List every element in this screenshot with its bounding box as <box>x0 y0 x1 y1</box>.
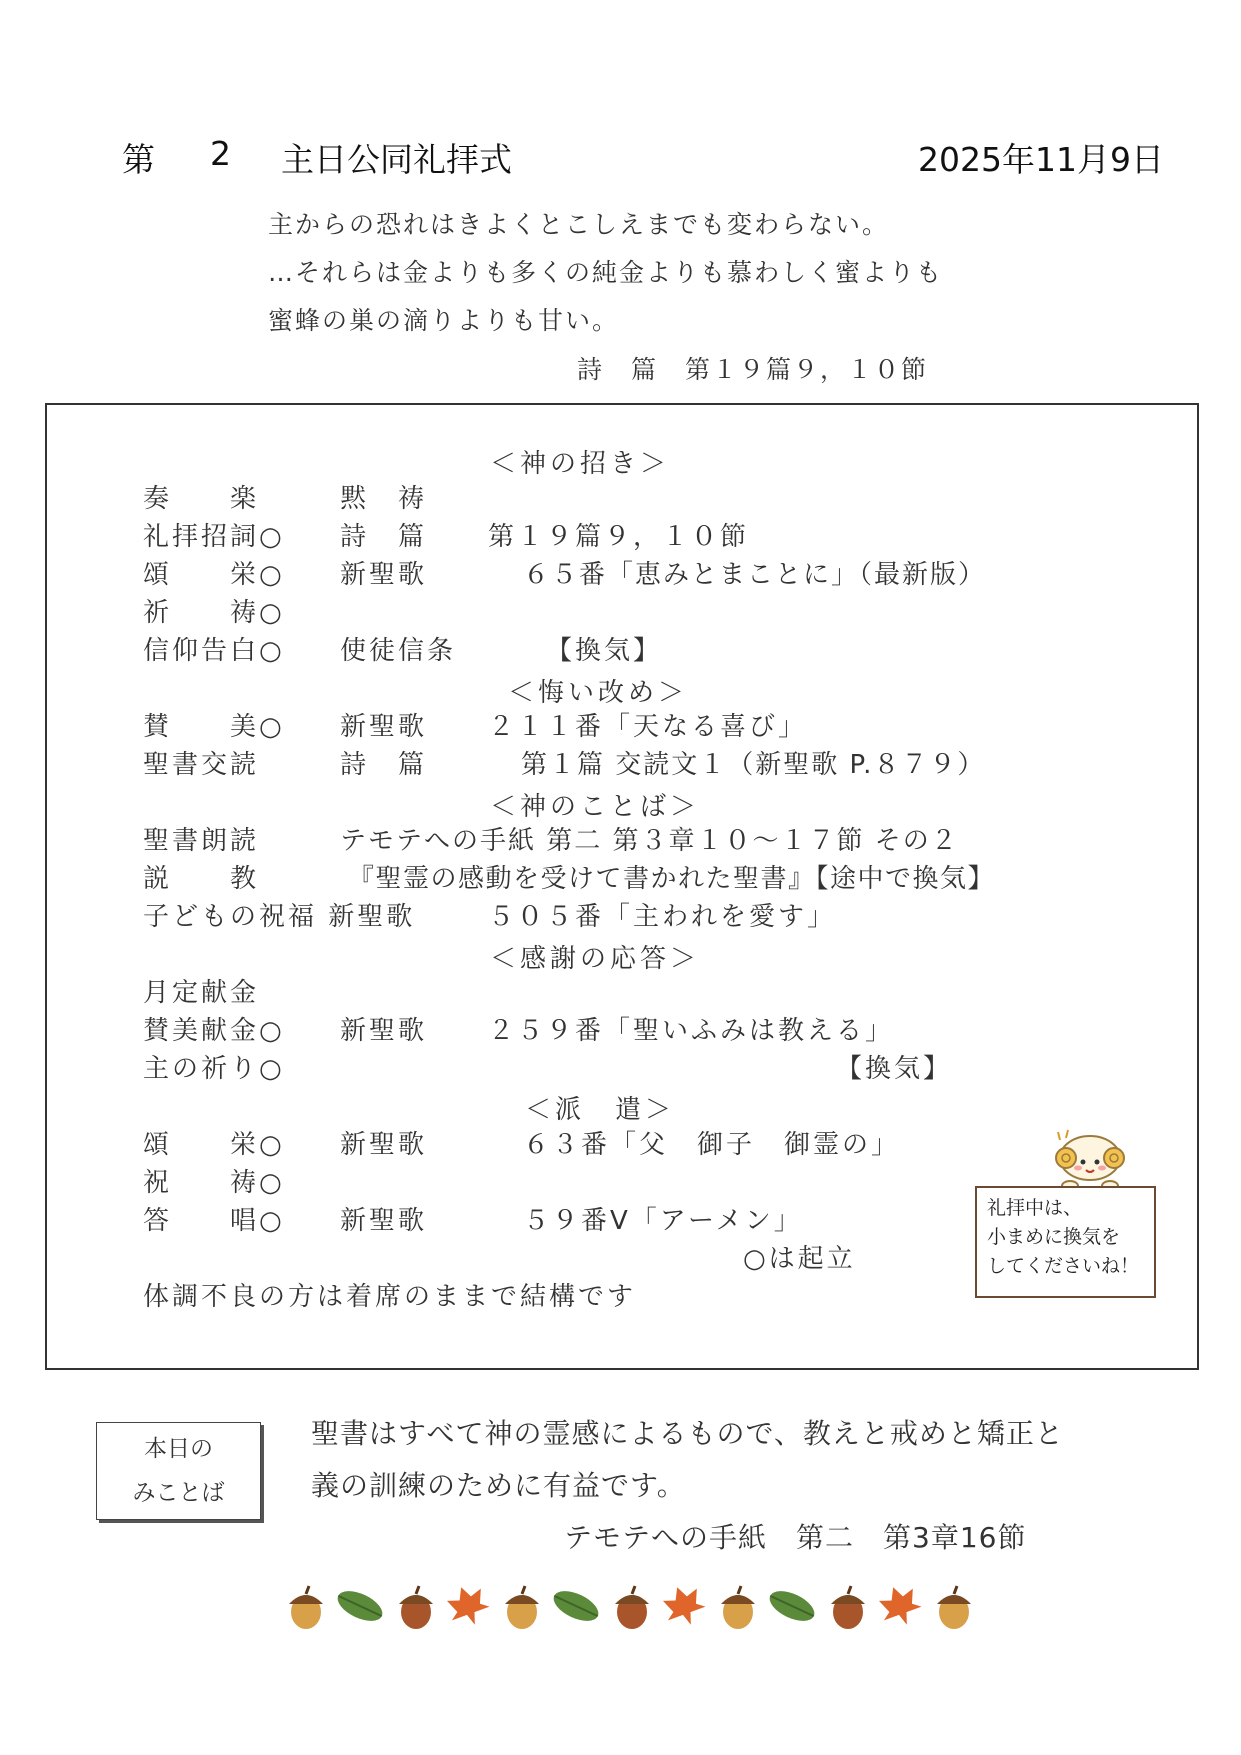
standing-note-text: ○は起立 <box>743 1244 856 1274</box>
order-label: 賛美献金○ <box>143 1016 285 1046</box>
order-item: 新聖歌 <box>340 560 428 590</box>
order-label: 月定献金 <box>143 978 260 1008</box>
order-label: 主の祈り○ <box>143 1054 285 1084</box>
order-item: 黙 祷 <box>340 484 428 514</box>
maple-leaf-icon <box>658 1580 709 1631</box>
order-item: 『聖霊の感動を受けて書かれた聖書』【途中で換気】 <box>348 864 996 894</box>
order-item: 新聖歌 <box>340 712 428 742</box>
ventilation-note-line-2: 小まめに換気を <box>987 1226 1121 1248</box>
order-item: テモテへの手紙 第二 第３章１０～１７節 その２ <box>340 826 959 856</box>
service-date: 2025年11月9日 <box>918 140 1164 179</box>
acorn-icon <box>721 1586 755 1629</box>
acorn-icon <box>831 1586 865 1629</box>
order-label: 信仰告白○ <box>143 636 285 666</box>
order-label: 頌 栄○ <box>143 1130 285 1160</box>
order-label: 祝 祷○ <box>143 1168 285 1198</box>
section-word: ＜神のことば＞ <box>490 792 701 822</box>
todays-word-label-line-2: みことば <box>132 1480 225 1506</box>
leaf-icon <box>333 1585 387 1627</box>
autumn-decoration <box>282 1578 982 1634</box>
sheep-mascot-icon <box>1040 1128 1140 1190</box>
todays-word-label-box <box>96 1422 261 1520</box>
opening-verse-line-1: 主からの恐れはきよくとこしえまでも変わらない。 <box>268 210 890 239</box>
acorn-icon <box>505 1586 539 1629</box>
health-note-text: 体調不良の方は着席のままで結構です <box>143 1282 637 1312</box>
todays-word-line-1: 聖書はすべて神の霊感によるもので、教えと戒めと矯正と <box>311 1417 1064 1450</box>
order-detail: ２５９番「聖いふみは教える」 <box>488 1016 895 1046</box>
leaf-icon <box>765 1585 819 1627</box>
acorn-icon <box>289 1586 323 1629</box>
order-item: 新聖歌 <box>340 1206 428 1236</box>
section-thanks: ＜感謝の応答＞ <box>490 944 701 974</box>
acorn-icon <box>615 1586 649 1629</box>
order-item: 使徒信条 <box>340 636 457 666</box>
order-label: 賛 美○ <box>143 712 285 742</box>
order-item: 新聖歌 <box>340 1016 428 1046</box>
acorn-icon <box>937 1586 971 1629</box>
order-detail: ２１１番「天なる喜び」 <box>488 712 808 742</box>
opening-verse-line-2: …それらは金よりも多くの純金よりも慕わしく蜜よりも <box>268 258 944 287</box>
order-detail: ６５番「恵みとまことに」（最新版） <box>523 560 987 590</box>
order-label: 答 唱○ <box>143 1206 285 1236</box>
maple-leaf-icon <box>874 1580 925 1631</box>
order-label: 聖書交読 <box>143 750 260 780</box>
leaf-icon <box>549 1585 603 1627</box>
order-label: 聖書朗読 <box>143 826 260 856</box>
order-detail: 第１９篇９，１０節 <box>488 522 750 552</box>
order-label: 礼拝招詞○ <box>143 522 285 552</box>
order-detail: 【換気】 <box>546 636 663 666</box>
order-detail: ５０５番「主われを愛す」 <box>488 902 837 932</box>
order-label: 奏 楽 <box>143 484 260 514</box>
maple-leaf-icon <box>442 1580 493 1631</box>
order-label: 子どもの祝福 新聖歌 <box>143 902 416 932</box>
order-detail: 【換気】 <box>836 1054 953 1084</box>
section-sending: ＜派 遣＞ <box>525 1095 676 1125</box>
section-repent: ＜悔い改め＞ <box>508 678 689 708</box>
order-label: 頌 栄○ <box>143 560 285 590</box>
ventilation-note-line-3: してくださいね！ <box>987 1255 1140 1277</box>
service-number-prefix: 第 <box>122 140 155 179</box>
opening-verse-line-3: 蜜蜂の巣の滴りよりも甘い。 <box>268 306 620 335</box>
order-detail: 第１篇 交読文１（新聖歌 P.８７９） <box>521 750 986 780</box>
section-call: ＜神の招き＞ <box>490 449 671 479</box>
service-number: 2 <box>210 134 231 173</box>
order-detail: ５９番Ⅴ「アーメン」 <box>523 1206 803 1236</box>
acorn-icon <box>399 1586 433 1629</box>
ventilation-note-line-1: 礼拝中は、 <box>987 1197 1083 1219</box>
order-label: 説 教 <box>143 864 260 894</box>
todays-word-label-line-1: 本日の <box>144 1436 213 1462</box>
order-item: 詩 篇 <box>340 750 428 780</box>
order-label: 祈 祷○ <box>143 598 285 628</box>
order-detail: ６３番「父 御子 御霊の」 <box>523 1130 901 1160</box>
todays-word-reference: テモテへの手紙 第二 第3章16節 <box>564 1521 1027 1554</box>
ventilation-note <box>975 1186 1156 1298</box>
todays-word-line-2: 義の訓練のために有益です。 <box>311 1469 686 1502</box>
service-title: 主日公同礼拝式 <box>281 140 512 179</box>
opening-verse-reference: 詩 篇 第１９篇９，１０節 <box>577 355 929 384</box>
order-item: 詩 篇 <box>340 522 428 552</box>
order-item: 新聖歌 <box>340 1130 428 1160</box>
